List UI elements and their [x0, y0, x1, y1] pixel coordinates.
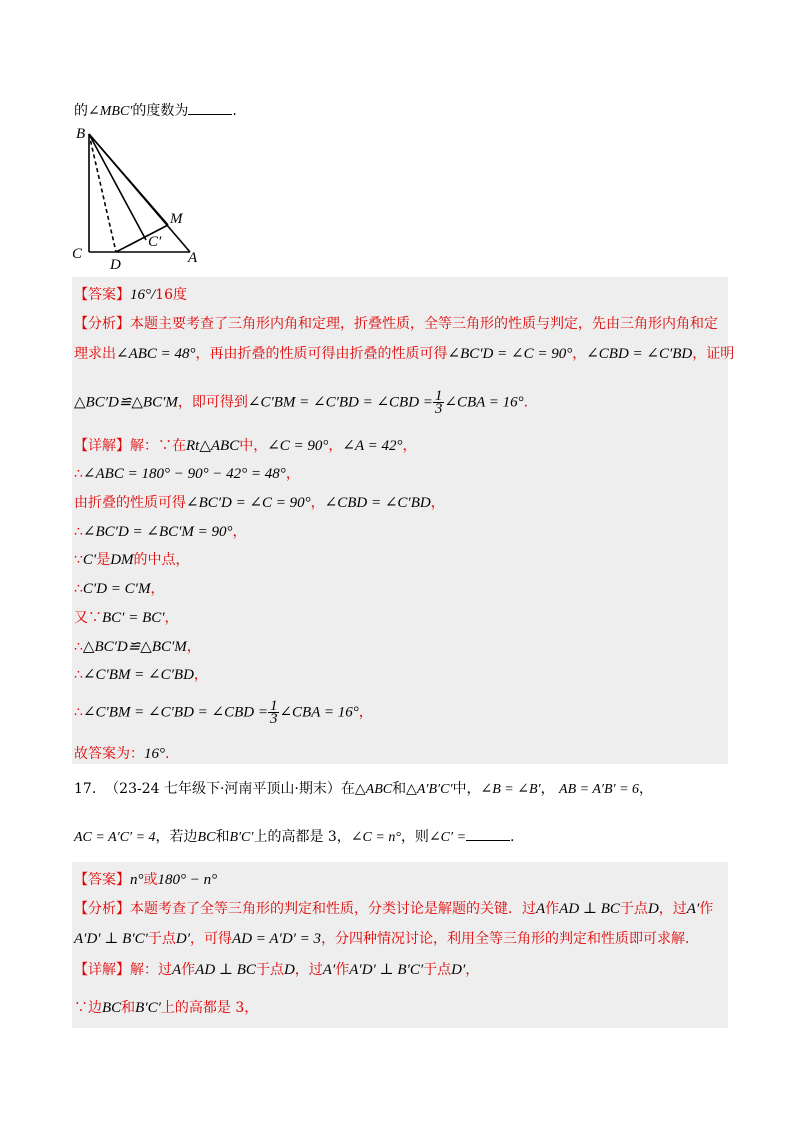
q16-detail-line-2: ∴∠ABC = 180° − 90° − 42° = 48°，	[74, 466, 300, 482]
question-16-tail: 的∠MBC′的度数为 .	[74, 103, 237, 119]
label-m: M	[170, 211, 183, 227]
label-c: C	[72, 246, 83, 262]
fraction-one-third: $\frac{1}{3}$	[434, 388, 443, 417]
q17-detail-line-1: 【详解】解：过A作AD ⊥ BC于点D，过A′作A′D′ ⊥ B′C′于点D′，	[74, 962, 480, 978]
fraction-one-third: $\frac{1}{3}$	[269, 698, 278, 727]
q16-detail-line-11: 故答案为：16°.	[74, 746, 170, 762]
q17-detail-line-2: ∵边BC和B′C′上的高都是 3，	[74, 1000, 259, 1016]
angle-expression: ∠MBC′	[88, 104, 133, 119]
q16-detail-line-6: ∴C′D = C′M，	[74, 581, 165, 597]
q17-analysis-line-1: 【分析】本题考查了全等三角形的判定和性质，分类讨论是解题的关键．过A作AD ⊥ BC于点D，过A′作	[74, 901, 714, 917]
question-17-line-2: AC = A′C′ = 4，若边BC和B′C′上的高都是 3，∠C = n°，则∠C′ = .	[74, 829, 515, 845]
q16-detail-line-7: 又∵BC′ = BC′，	[74, 610, 179, 626]
answer-blank	[466, 828, 510, 841]
segment-bd-dashed	[89, 134, 116, 252]
answer-blank	[188, 102, 232, 115]
q16-analysis-line-2: 理求出∠ABC = 48°，再由折叠的性质可得由折叠的性质可得∠BC′D = ∠C = 90°，∠CBD = ∠C′BD，证明	[74, 346, 735, 362]
q16-detail-line-5: ∵C′是DM的中点，	[74, 552, 190, 568]
q17-answer: 【答案】n°或180° − n°	[74, 872, 218, 888]
q16-detail-line-9: ∴∠C′BM = ∠C′BD，	[74, 667, 208, 683]
label-c-prime: C′	[148, 234, 162, 250]
q16-detail-line-1: 【详解】解：∵在Rt△ABC中，∠C = 90°，∠A = 42°，	[74, 438, 417, 454]
q17-analysis-line-2: A′D′ ⊥ B′C′于点D′，可得AD = A′D′ = 3，分四种情况讨论，利用全等三角形的判定和性质即可求解．	[74, 931, 700, 947]
segment-bc-prime	[89, 134, 146, 240]
q16-analysis-line-1: 【分析】本题主要考查了三角形内角和定理，折叠性质，全等三角形的性质与判定，先由三角形内角和定	[74, 316, 718, 332]
q16-detail-line-3: 由折叠的性质可得∠BC′D = ∠C = 90°，∠CBD = ∠C′BD，	[74, 495, 445, 511]
label-a: A	[188, 250, 198, 266]
q16-answer: 【答案】16°/16度	[74, 287, 187, 303]
q16-detail-line-8: ∴△BC′D≌△BC′M，	[74, 639, 201, 655]
q16-analysis-line-3: △BC′D≌△BC′M，即可得到∠C′BM = ∠C′BD = ∠CBD = $\frac{1}{3}$ ∠CBA = 16°.	[74, 388, 529, 417]
q16-detail-line-10: ∴∠C′BM = ∠C′BD = ∠CBD = $\frac{1}{3}$ ∠CBA = 16°，	[74, 698, 373, 727]
q16-detail-line-4: ∴∠BC′D = ∠BC′M = 90°，	[74, 524, 247, 540]
segment-bm	[89, 134, 168, 225]
question-17-line-1: 17. （23-24 七年级下·河南平顶山·期末）在△ABC和△A′B′C′中，∠B = ∠B′， AB = A′B′ = 6，	[74, 781, 654, 797]
geometry-figure	[70, 122, 210, 272]
label-b: B	[76, 126, 86, 142]
label-d: D	[110, 257, 121, 272]
